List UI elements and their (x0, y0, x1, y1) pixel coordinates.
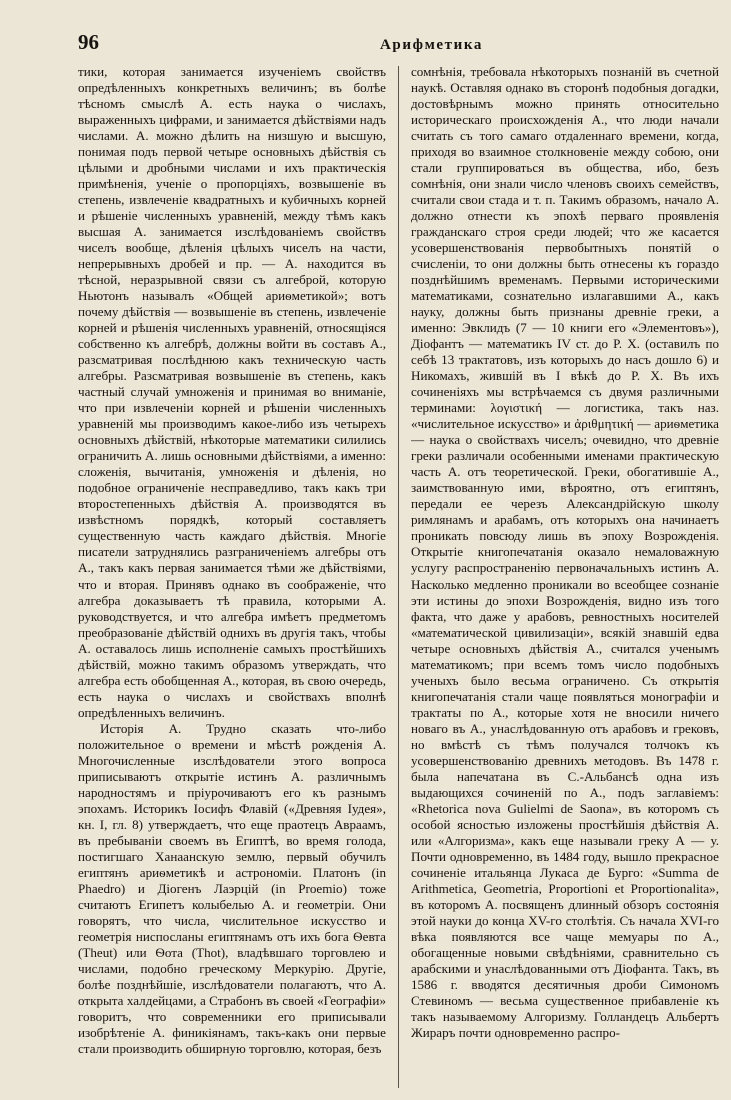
left-column (78, 64, 386, 1094)
paragraph: тики, которая занимается изученіемъ свойствъ опредѣленныхъ конкретныхъ величинъ; въ болѣе тѣсномъ смыслѣ А. есть наука о числахъ, выраженныхъ цифрами, и занимается дѣйствіями надъ числами. А. можно дѣлить на низшую и высшую, понимая подъ первой четыре основныхъ дѣйствія съ цѣлыми и дробными числами и ихъ практическія примѣненія, ученіе о пропорціяхъ, возвышеніе въ степень, извлеченіе квадратныхъ и кубичныхъ корней и рѣшеніе численныхъ уравненій, между тѣмъ какъ высшая А. занимается изслѣдованіемъ свойствъ чиселъ вообще, дѣленія цѣлыхъ чиселъ на части, непрерывныхъ дробей и пр. — А. находится въ тѣсной, неразрывной связи съ алгеброй, которую Ньютонъ называлъ «Общей ариѳметикой»; вотъ почему дѣйствія — возвышеніе въ степень, извлеченіе корней и рѣшенія численныхъ уравненій, относящіяся собственно къ алгебрѣ, должны войти въ составъ А., разсматривая послѣднюю какъ техническую часть алгебры. Разсматривая возвышеніе въ степень, какъ частный случай умноженія и принимая во вниманіе, что при извлеченіи корней и рѣшеніи численныхъ уравненій мы производимъ какое-либо изъ четырехъ основныхъ дѣйствій, нѣкоторые математики силились ограничить А. лишь основными дѣйствіями, а именно: сложенія, вычитанія, умноженія и дѣленія, но подобное ограниченіе несправедливо, такъ какъ три второстепенныхъ дѣйствія А. производятся въ извѣстномъ порядкѣ, который составляетъ существенную часть каждаго дѣйствія. Многіе писатели затруднялись разграниченіемъ алгебры отъ А., такъ какъ первая занимается тѣми же дѣйствіями, что и вторая. Принявъ однако въ соображеніе, что алгебра доказываетъ тѣ правила, которыми А. руководствуется, и что алгебра имѣетъ предметомъ преобразованіе дѣйствій однихъ въ другія такъ, чтобы А. оставалось лишь исполненіе самыхъ простѣйшихъ дѣйствій, можно такимъ образомъ утверждать, что алгебра есть обобщенная А., которая, въ свою очередь, есть наука о числахъ и свойствахъ вполнѣ опредѣленныхъ величинъ. (78, 64, 386, 720)
running-title: Арифметика (380, 37, 483, 53)
column-divider (398, 66, 399, 1088)
paragraph: Исторія А. Трудно сказать что-либо положительное о времени и мѣстѣ рожденія А. Многочисленные изслѣдователи этого вопроса приписываютъ открытіе истинъ А. различнымъ народностямъ и пріурочиваютъ его къ разнымъ эпохамъ. Историкъ Іосифъ Флавій («Древняя Іудея», кн. I, гл. 8) утверждаетъ, что еще праотецъ Авраамъ, въ пребываніи своемъ въ Египтѣ, во время голода, постигшаго Ханаанскую землю, первый обучилъ египтянъ ариѳметикѣ и астрономіи. Платонъ (in Phaedro) и Діогенъ Лаэрцій (in Proemio) тоже считаютъ Египетъ колыбелью А. и геометріи. Они говорятъ, что числа, числительное искусство и геометрія ниспосланы египтянамъ отъ ихъ бога Ѳевта (Theut) или Ѳота (Thot), владѣвшаго торговлею и числами, подобно греческому Меркурію. Другіе, болѣе позднѣйшіе, изслѣдователи полагаютъ, что А. открыта халдейцами, а Страбонъ въ своей «Географіи» говоритъ, что современники его приписывали изобрѣтеніе А. финикіянамъ, такъ-какъ они первые стали производить обширную торговлю, которая, безъ (78, 720, 386, 1056)
paragraph: сомнѣнія, требовала нѣкоторыхъ познаній въ счетной наукѣ. Оставляя однако въ сторонѣ подобныя догадки, достовѣрнымъ можно принять относительно историческаго происхожденія А., что люди начали считать съ того самаго отдаленнаго времени, когда, приходя во взаимное столкновеніе между собою, они стали группироваться въ общества, ибо, безъ сомнѣнія, они знали число членовъ своихъ семействъ, считали свои стада и т. п. Такимъ образомъ, начало А. должно отнести къ эпохѣ перваго проявленія гражданскаго строя среди людей; что же касается усовершенствованія первобытныхъ понятій о счисленіи, то они должны быть отнесены къ гораздо позднѣйшимъ временамъ. Первыми историческими математиками, сознательно излагавшими А., какъ науку, должны быть признаны древніе греки, а именно: Эвклидъ (7 — 10 книги его «Элементовъ»), Діофантъ — математикъ IV ст. до Р. Х. (оставилъ по себѣ 13 трактатовъ, изъ которыхъ до насъ дошло 6) и Никомахъ, жившій въ I вѣкѣ до Р. Х. Въ ихъ сочиненіяхъ мы встрѣчаемся съ двумя различными терминами: λογιστική — логистика, такъ наз. «числительное искусство» и ἀριθμητική — ариѳметика — наука о свойствахъ чиселъ; очевидно, что древніе греки различали особенными именами практическую часть А. отъ теоретической. Греки, обогатившіе А., заимствованную ими, вѣроятно, отъ египтянъ, передали ее черезъ Александрійскую школу римлянамъ и арабамъ, отъ которыхъ она начинаетъ проникать повсюду лишь въ эпоху Возрожденія. Открытіе книгопечатанія оказало немаловажную услугу распространенію первоначальныхъ истинъ А. Насколько медленно проникали во всеобщее сознаніе эти истины до эпохи Возрожденія, видно изъ того факта, что даже у арабовъ, ревностныхъ носителей «математической цивилизаціи», всякій знавшій едва четыре основныхъ дѣйствія А., считался ученымъ математикомъ; при всемъ томъ число подобныхъ ученыхъ было весьма ограничено. Съ открытія книгопечатанія стали чаще появляться монографіи и трактаты по А., которые хотя не вносили ничего новаго въ А., унаслѣдованную отъ арабовъ и грековъ, но вмѣстѣ съ тѣмъ получался толчокъ къ усовершенствованію древнихъ методовъ. Въ 1478 г. была напечатана въ С.-Альбансѣ одна изъ выдающихся сочиненій по А., подъ заглавіемъ: «Rhetorica nova Gulielmi de Saona», въ которомъ съ особой ясностью изложены простѣйшія дѣйствія А. или «Алгоризма», какъ еще называли греку А — у. Почти одновременно, въ 1484 году, вышло прекрасное сочиненіе итальянца Лукаса де Бурго: «Summa de Arithmetica, Geometria, Proportioni et Proportionalita», въ которомъ А. посвященъ длинный обзоръ состоянія этой науки до конца XV-го столѣтія. Съ начала XVI-го вѣка появляются все чаще мемуары по А., обогащенные новыми свѣдѣніями, сравнительно съ арабскими и унаслѣдованными отъ Діофанта. Такъ, въ 1586 г. вводятся десятичныя дроби Симономъ Стевиномъ — весьма существенное прибавленіе къ такъ называемому Алгоризму. Голландецъ Альбертъ Жираръ почти одновременно распро- (411, 64, 719, 1040)
page-header (78, 30, 698, 56)
page-number: 96 (78, 30, 99, 54)
right-column (411, 64, 719, 1094)
